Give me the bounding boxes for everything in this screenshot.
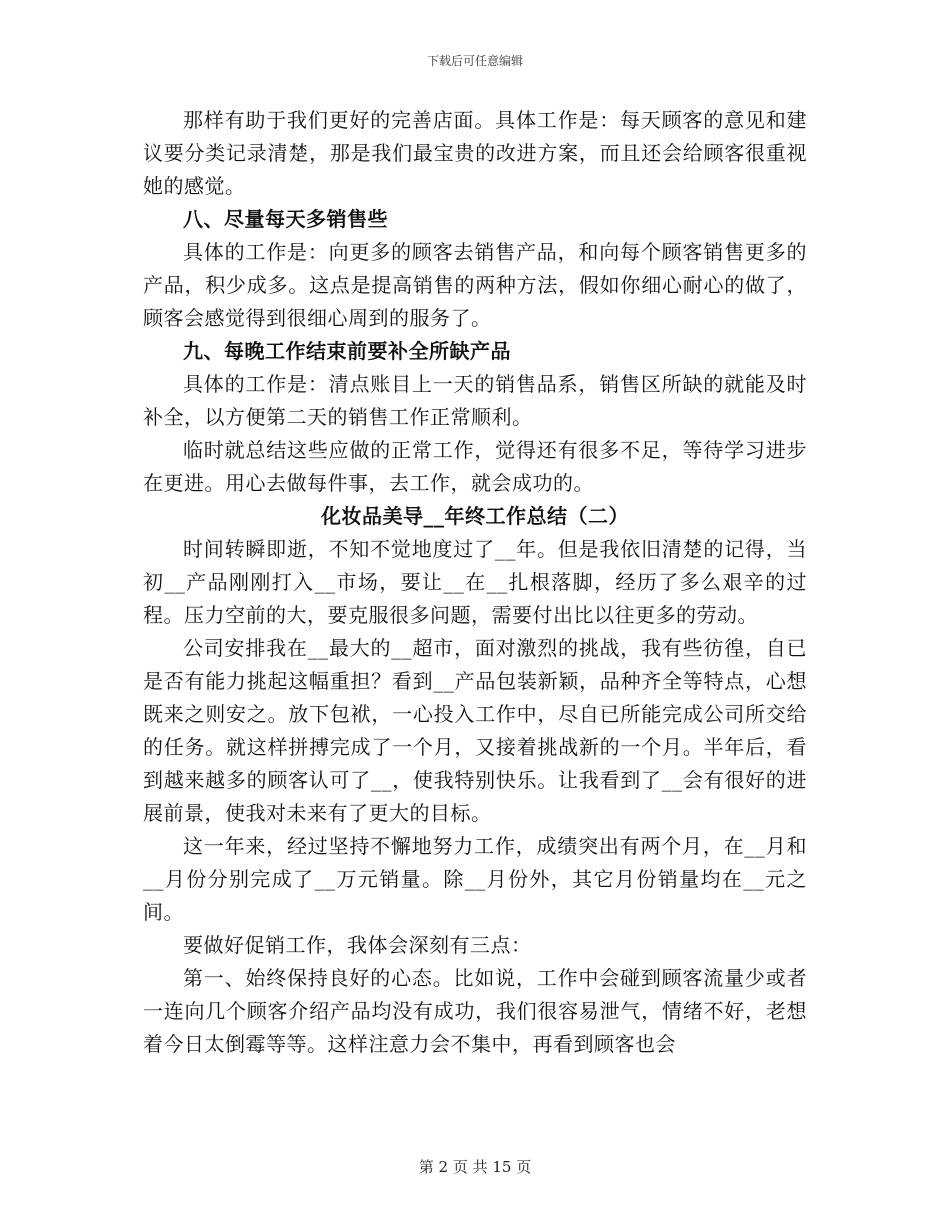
- paragraph: 具体的工作是：向更多的顾客去销售产品，和向每个顾客销售更多的产品，积少成多。这点是提高销售的两种方法，假如你细心耐心的做了，顾客会感觉得到很细心周到的服务了。: [143, 240, 807, 330]
- paragraph: 要做好促销工作，我体会深刻有三点：: [183, 933, 532, 957]
- paragraph: 这一年来，经过坚持不懈地努力工作，成绩突出有两个月，在__月和__月份分别完成了__万元销量。除__月份外，其它月份销量均在__元之间。: [143, 834, 807, 924]
- paragraph: 临时就总结这些应做的正常工作，觉得还有很多不足，等待学习进步在更进。用心去做每件事，去工作，就会成功的。: [143, 438, 807, 495]
- paragraph: 第一、始终保持良好的心态。比如说，工作中会碰到顾客流量少或者一连向几个顾客介绍产品均没有成功，我们很容易泄气，情绪不好，老想着今日太倒霉等等。这样注意力会不集中，再看到顾客也会: [143, 966, 807, 1056]
- page-number: 第 2 页 共 15 页: [418, 1158, 532, 1176]
- paragraph: 具体的工作是：清点账目上一天的销售品系，销售区所缺的就能及时补全，以方便第二天的销售工作正常顺利。: [143, 372, 807, 429]
- page-header-note: 下载后可任意编辑: [426, 54, 523, 68]
- document-title: 化妆品美导__年终工作总结（二）: [321, 504, 629, 528]
- paragraph: 时间转瞬即逝，不知不觉地度过了__年。但是我依旧清楚的记得，当初__产品刚刚打入__市场，要让__在__扎根落脚，经历了多么艰辛的过程。压力空前的大，要克服很多问题，需要付出比以往更多的劳动。: [143, 537, 807, 627]
- section-heading: 九、每晚工作结束前要补全所缺产品: [183, 339, 511, 363]
- section-heading: 八、尽量每天多销售些: [183, 207, 388, 231]
- paragraph: 公司安排我在__最大的__超市，面对激烈的挑战，我有些彷徨，自已是否有能力挑起这幅重担？看到__产品包装新颖，品种齐全等特点，心想既来之则安之。放下包袱，一心投入工作中，尽自已所能完成公司所交给的任务。就这样拼搏完成了一个月，又接着挑战新的一个月。半年后，看到越来越多的顾客认可了__，使我特别快乐。让我看到了__会有很好的进展前景，使我对未来有了更大的目标。: [143, 636, 807, 825]
- document-body: [143, 104, 807, 1061]
- paragraph: 那样有助于我们更好的完善店面。具体工作是：每天顾客的意见和建议要分类记录清楚，那是我们最宝贵的改进方案，而且还会给顾客很重视她的感觉。: [143, 108, 807, 198]
